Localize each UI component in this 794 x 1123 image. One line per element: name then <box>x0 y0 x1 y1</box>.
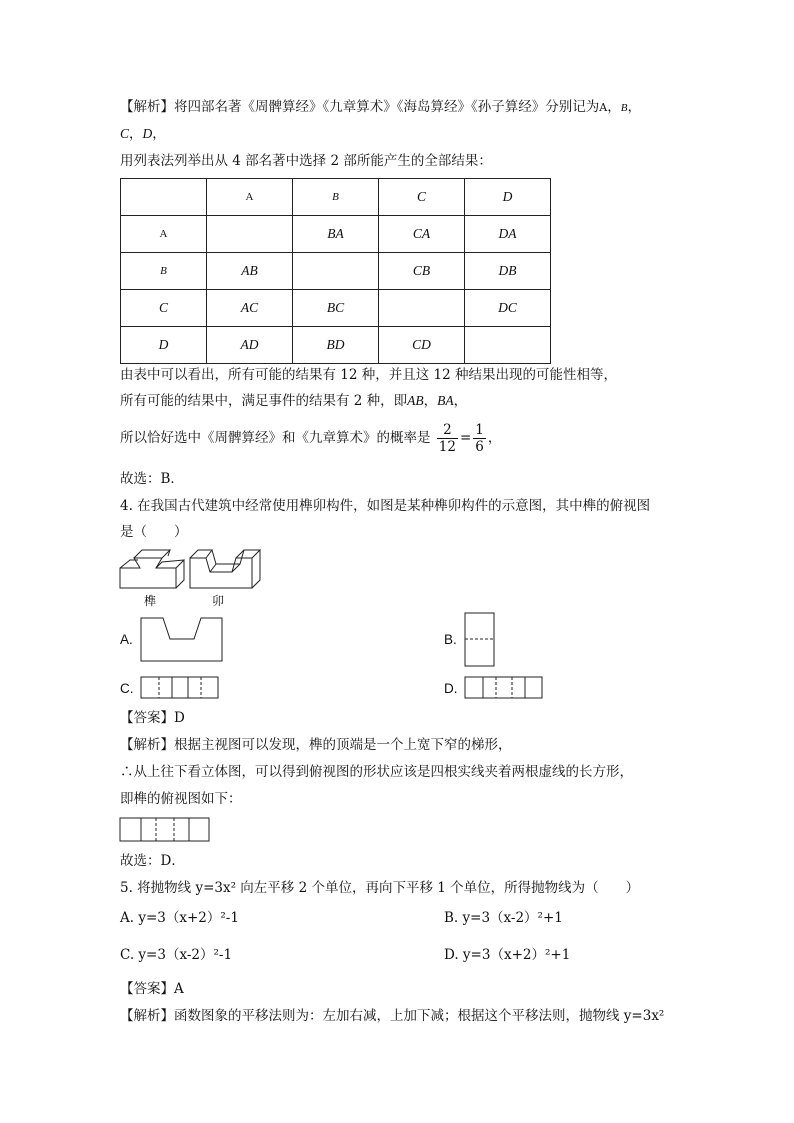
table-cell: CD <box>379 327 465 364</box>
q4-explain-line-2: ∴从上往下看立体图，可以得到俯视图的形状应该是四根实线夹着两根虚线的长方形， <box>120 764 633 780</box>
result-ab: AB <box>407 393 424 408</box>
table-cell: DB <box>465 253 551 290</box>
table-cell: D <box>121 327 207 364</box>
q4-explain-line-1 <box>120 736 512 754</box>
label-tenon: 榫 <box>144 594 157 608</box>
denominator: 6 <box>475 439 484 455</box>
table-cell <box>293 253 379 290</box>
q5-stem: 5. 将抛物线 y=3x² 向左平移 2 个单位，再向下平移 1 个单位，所得抛物线为（ ） <box>120 880 640 896</box>
table-cell: D <box>465 179 551 216</box>
table-cell: C <box>121 290 207 327</box>
solution-line-2: C，D， <box>120 126 166 142</box>
q4-answer: 【答案】D <box>120 710 185 726</box>
option-a-label[interactable]: A. <box>120 632 133 647</box>
solution-line-1: 【解析】将四部名著《周髀算经》《九章算术》《海岛算经》《孙子算经》分别记为A，B， <box>120 99 641 115</box>
q4-stem-line-1: 4. 在我国古代建筑中经常使用榫卯构件，如图是某种榫卯构件的示意图，其中榫的俯视图 <box>120 498 651 514</box>
table-cell: B <box>293 179 379 216</box>
q5-explain: 【解析】函数图象的平移法则为：左加右减，上加下减；根据这个平移法则，抛物线 y=3x² <box>120 1008 665 1024</box>
table-cell: DA <box>465 216 551 253</box>
table-cell: AB <box>207 253 293 290</box>
mortise-drawing <box>190 550 260 588</box>
label-mortise: 卯 <box>212 594 225 608</box>
after-table-text: 所有可能的结果中，满足事件的结果有 2 种，即 <box>120 393 408 409</box>
table-cell: A <box>207 179 293 216</box>
denominator: 12 <box>438 439 456 455</box>
option-d-figure[interactable] <box>464 676 544 700</box>
table-cell: C <box>379 179 465 216</box>
table-cell: BD <box>293 327 379 364</box>
table-cell: A <box>121 216 207 253</box>
option-b-label[interactable]: B. <box>444 632 457 647</box>
table-row <box>121 216 551 253</box>
q4-stem-line-2: 是（ ） <box>120 524 188 540</box>
table-cell: CA <box>379 216 465 253</box>
tenon-top-view-figure <box>119 817 211 843</box>
table-cell: BA <box>293 216 379 253</box>
equals-sign: = <box>459 430 472 446</box>
option-c-label[interactable]: C. <box>120 681 134 696</box>
numerator: 1 <box>475 422 484 438</box>
numerator: 2 <box>437 422 458 439</box>
fraction-2-12 <box>437 422 458 455</box>
tenon-drawing <box>120 550 184 588</box>
table-cell <box>379 290 465 327</box>
solution-text: 将四部名著《周髀算经》《九章算术》《海岛算经》《孙子算经》分别记为 <box>174 99 600 115</box>
table-cell: BC <box>293 290 379 327</box>
q4-explain-line-3: 即榫的俯视图如下： <box>120 791 242 807</box>
probability-text: 所以恰好选中《周髀算经》和《九章算术》的概率是 <box>120 430 431 446</box>
label-c: C <box>120 126 130 141</box>
result-ba: BA <box>437 393 454 408</box>
table-cell <box>465 327 551 364</box>
q4-choose: 故选：D． <box>120 853 185 869</box>
table-cell: AC <box>207 290 293 327</box>
q5-option-d[interactable]: D. y=3（x+2）²+1 <box>444 947 571 963</box>
q5-option-b[interactable]: B. y=3（x-2）²+1 <box>444 910 563 926</box>
table-cell: DC <box>465 290 551 327</box>
table-header-row <box>121 179 551 216</box>
solution-tag: 【解析】 <box>120 737 174 753</box>
option-d-label[interactable]: D. <box>444 681 458 696</box>
table-cell: B <box>121 253 207 290</box>
q5-option-a[interactable]: A. y=3（x+2）²-1 <box>120 910 239 926</box>
table-cell <box>121 179 207 216</box>
label-d: D <box>142 126 153 141</box>
table-row <box>121 327 551 364</box>
after-table-line-2: 所有可能的结果中，满足事件的结果有 2 种，即AB，BA， <box>120 393 468 409</box>
option-a-figure[interactable] <box>140 617 224 663</box>
probability-line <box>120 420 501 456</box>
q5-answer: 【答案】A <box>120 981 184 997</box>
option-b-figure[interactable] <box>464 612 496 668</box>
explain-text: 根据主视图可以发现，榫的顶端是一个上宽下窄的梯形， <box>174 737 512 753</box>
fraction-1-6 <box>473 422 486 455</box>
table-cell: AD <box>207 327 293 364</box>
label-b: B <box>620 102 628 114</box>
answer-b: 故选：B． <box>120 471 184 487</box>
table-row <box>121 290 551 327</box>
table-cell <box>207 216 293 253</box>
tenon-mortise-figure <box>118 546 268 598</box>
after-table-line-1: 由表中可以看出，所有可能的结果有 12 种，并且这 12 种结果出现的可能性相等， <box>120 367 618 383</box>
solution-line-3: 用列表法列举出从 4 部名著中选择 2 部所能产生的全部结果： <box>120 153 492 169</box>
q5-option-c[interactable]: C. y=3（x-2）²-1 <box>120 947 233 963</box>
option-c-figure[interactable] <box>140 676 220 700</box>
label-a: A <box>599 101 608 114</box>
table-cell: CB <box>379 253 465 290</box>
punctuation: ， <box>487 430 502 446</box>
solution-tag: 【解析】 <box>120 99 174 115</box>
table-row <box>121 253 551 290</box>
result-table <box>120 178 551 364</box>
